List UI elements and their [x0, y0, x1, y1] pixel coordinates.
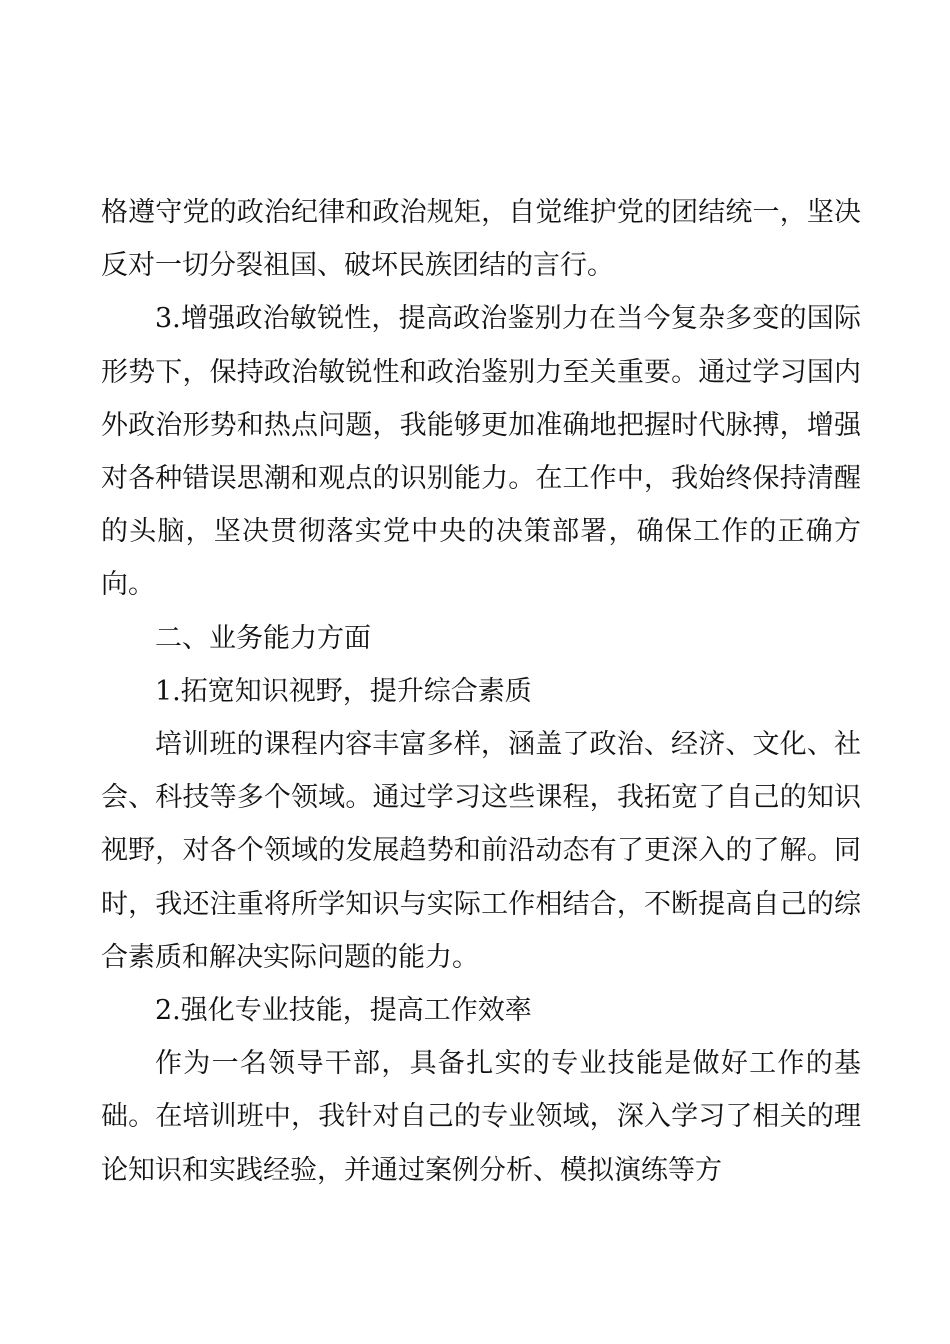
- document-body: [101, 186, 861, 1197]
- paragraph-leader-skills: 作为一名领导干部，具备扎实的专业技能是做好工作的基础。在培训班中，我针对自己的专业领域，深入学习了相关的理论知识和实践经验，并通过案例分析、模拟演练等方: [101, 1048, 861, 1186]
- paragraph-political-sensitivity: 3.增强政治敏锐性，提高政治鉴别力在当今复杂多变的国际形势下，保持政治敏锐性和政治鉴别力至关重要。通过学习国内外政治形势和热点问题，我能够更加准确地把握时代脉搏，增强对各种错误思潮和观点的识别能力。在工作中，我始终保持清醒的头脑，坚决贯彻落实党中央的决策部署，确保工作的正确方向。: [101, 303, 861, 601]
- paragraph-continuation: 格遵守党的政治纪律和政治规矩，自觉维护党的团结统一，坚决反对一切分裂祖国、破坏民族团结的言行。: [101, 197, 861, 282]
- paragraph-training-courses: 培训班的课程内容丰富多样，涵盖了政治、经济、文化、社会、科技等多个领域。通过学习这些课程，我拓宽了自己的知识视野，对各个领域的发展趋势和前沿动态有了更深入的了解。同时，我还注重将所学知识与实际工作相结合，不断提高自己的综合素质和解决实际问题的能力。: [101, 729, 861, 973]
- subheading-broaden-knowledge: 1.拓宽知识视野，提升综合素质: [155, 675, 532, 707]
- subheading-professional-skills: 2.强化专业技能，提高工作效率: [155, 995, 532, 1027]
- section-heading-business-ability: 二、业务能力方面: [155, 622, 371, 654]
